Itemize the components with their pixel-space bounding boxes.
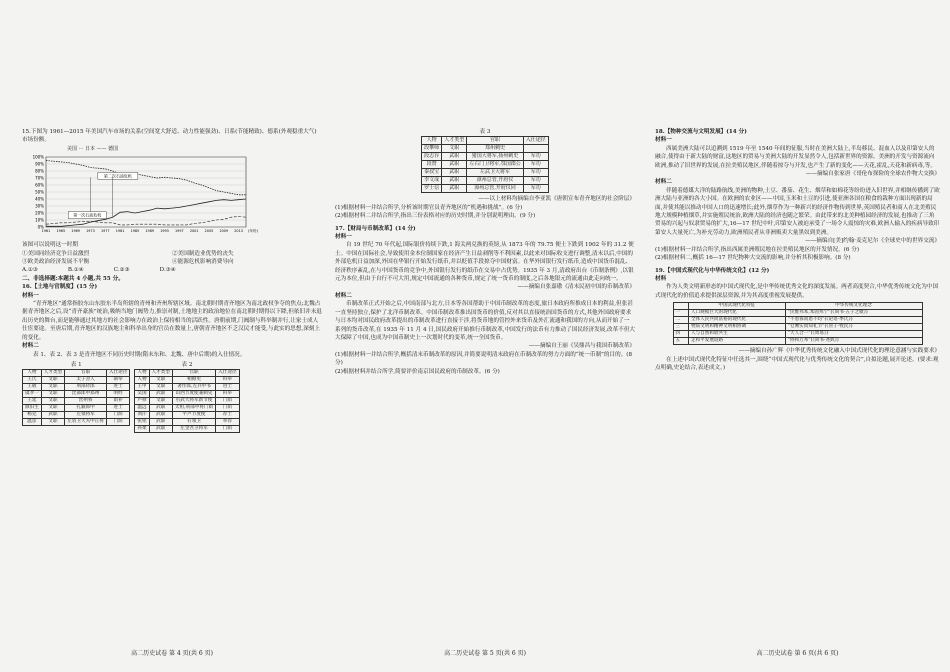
table-row — [135, 412, 239, 419]
table-cell: 门荫 — [216, 426, 239, 433]
table-cell: 山西节度使兼刺史 — [172, 391, 215, 398]
x-tick-label: 2009 — [219, 229, 229, 234]
table-cell: 刑部侍郎 — [65, 384, 107, 391]
table-cell: 军功 — [523, 153, 548, 161]
table-cell: 文职 — [41, 391, 64, 398]
option-3: ③欧美政治经济发展不平衡 — [22, 259, 90, 266]
table-row — [422, 153, 549, 161]
table-cell: 军功 — [523, 177, 548, 185]
table-cell: 人与自然和谐共生 — [688, 331, 785, 338]
table-cell: 温远 — [135, 405, 149, 412]
section-2-heading: 二、非选择题:本题共 4 小题,共 55 分。 — [22, 275, 124, 282]
y-tick-label: 50% — [35, 189, 44, 195]
page-footer: 高二历史试卷 第 5 页(共 6 页) — [444, 649, 526, 657]
table-header-cell: 中国式现代化特征 — [688, 303, 785, 310]
q16-title: 16.【土地与官制度】(15 分) — [22, 284, 98, 291]
table-cell: 郑州刺史 — [467, 145, 524, 153]
option-1: ①美国同经济竞争日益激烈 — [22, 250, 90, 257]
table-cell: 右领卫 — [172, 419, 215, 426]
table-cell: 相僚吏 — [172, 377, 215, 384]
table-2 — [134, 369, 239, 433]
table-cell: 武职 — [149, 412, 172, 419]
table-cell: 荐士 — [216, 412, 239, 419]
q19-title: 19.【中国式现代化与中华传统文化】(12 分) — [655, 267, 770, 274]
table-cell: 文职 — [149, 398, 172, 405]
table-cell: 武职 — [442, 161, 467, 169]
table-cell: “民惟邦本,本固邦宁”(《尚书·五子之歌》) — [785, 310, 922, 317]
legend-de: 德国 — [108, 145, 119, 152]
q18-passage-1: 西属美洲大陆可以追溯到 1519 年至 1540 年间的征服,当时在美洲大陆上,半岛移民、混血人以及印第安人的融合,使得由于新大陆的财富,这地区的贸易与美洲大陆的开发显然令人,包括新世界的资源。美洲的开发与资源流向欧洲,推动了旧世界的发展,在拉美殖民地区,伴随着掠夺与开发,也产生了新的变化——天花,霍乱,天花和新病毒,等。 — [655, 145, 936, 169]
table-cell: 制举 — [106, 377, 129, 384]
table-cell: 人物 — [135, 377, 149, 384]
table-cell: 走和平发展道路 — [688, 338, 785, 345]
table-cell: 武职 — [442, 177, 467, 185]
table-cell: 武职 — [442, 169, 467, 177]
table-header-cell: 入仕途径 — [106, 370, 129, 377]
q18-sub-1: (1)根据材料一并结合所学,指出西属美洲殖民地在拉美殖民地区的开发情况。(6 分) — [655, 246, 859, 253]
q17-source-2: ——摘编自王丽《吴鼎昌与我国币制改革》 — [528, 343, 635, 350]
q18-material-1: 材料一 — [655, 137, 672, 144]
table-row — [23, 412, 130, 419]
table-cell: 秦叔宝 — [422, 169, 442, 177]
table-row — [673, 317, 922, 324]
q19-material: 材料 — [655, 275, 667, 282]
tables-1-2 — [22, 361, 322, 433]
y-tick-label: 10% — [35, 217, 44, 223]
table-header-cell: 官职 — [172, 370, 215, 377]
q17-source-1: ——摘编自张嘉璈《清末民初中国的币制改革》 — [517, 284, 635, 291]
legend-jp: 日本 — [84, 145, 95, 152]
x-tick-label: 1989 — [145, 229, 155, 234]
table-cell: 全体人民共同富裕的现代化 — [688, 317, 785, 324]
q17-passage-1: 自 19 世纪 70 年代起,国际银价持续下跌,1 海关两兑换的英镑,从 1873 年的 79.75 便士下跌到 1902 年的 31.2 便士。中国在国际社会,导致使用金本位制国家在经济产生日益剥削等不利因素,以此来对国际收支进行调整,清末以后,中国的外部危机日益加深,外国在华银行开始发行纸币,并以贬值手段掠夺中国财富。在华外国银行发行纸币,造成中国货币混乱、经济秩序紊乱,在与中国货币的竞争中,外国银行发行的纸币在交易中占优势。1935 年 3 月,清政府出台《币制条例》,以银元为本位,但由于自行不可大用,规定中国流通的各种货币,规定了统一货币的制度,之后各地银元的流通由此走向统一。 — [335, 242, 634, 283]
table-cell: 卢禄 — [135, 398, 149, 405]
table-cell: 文职 — [41, 377, 64, 384]
page-footer: 高二历史试卷 第 6 页(共 6 页) — [756, 649, 839, 657]
table-cell: 武职 — [149, 426, 172, 433]
table-cell: 武职 — [442, 153, 467, 161]
table-source: ——以上材料均摘编自李亚凯《唐朝宣布青齐地区的社会阶层》 — [478, 196, 635, 203]
table-cell: “不患寡而患不均”(《论语·季氏》) — [785, 317, 922, 324]
choice-b: B.①④ — [67, 267, 84, 274]
table-cell: 进士 — [216, 384, 239, 391]
table-cell: 左武卫大将军 — [467, 169, 524, 177]
table-row — [135, 398, 239, 405]
table-cell: 门荫 — [216, 405, 239, 412]
table-header-cell — [673, 303, 688, 310]
x-tick-label: 1981 — [115, 229, 125, 234]
table-row — [23, 398, 130, 405]
table-cell: 王氏 — [23, 377, 42, 384]
table-row — [23, 391, 130, 398]
table-header-cell: 入仕途径 — [523, 137, 548, 145]
table-cell: 军功 — [523, 169, 548, 177]
table-cell: 文职 — [149, 384, 172, 391]
table-cell: 左羽卫大夫中正将 — [65, 419, 107, 426]
table-cell: 王敬 — [23, 384, 42, 391]
page-6 — [655, 128, 940, 658]
q19-passage: 作为人类文明新形态的中国式现代化,是中华传统优秀文化的深度发展。两者高度契合,中华优秀传统文化为中国式现代化的价值追求提供深层资源,并为其高度重视发展提供。 — [655, 284, 939, 299]
table-1 — [22, 369, 130, 426]
table-header-cell: 人物 — [23, 370, 42, 377]
option-4: ④能源危机影响消费导向 — [172, 259, 234, 266]
table-cell: 五 — [673, 338, 688, 345]
table-header-cell: 入仕途径 — [216, 370, 239, 377]
q17-material-1: 材料一 — [335, 234, 352, 241]
table-row — [422, 161, 549, 169]
table-row — [673, 324, 922, 331]
table-3 — [421, 136, 549, 193]
q15-ask: 该图可以说明这一时期 — [22, 242, 78, 249]
table-cell: 文职 — [41, 398, 64, 405]
table-cell: 罗士信 — [422, 185, 442, 193]
annotation-2: 第一次石油危机 — [73, 212, 102, 218]
table-cell: 刘汗 — [135, 412, 149, 419]
q18-title: 18.【物种交流与文明发展】(14 分) — [655, 129, 747, 135]
table-3-title: 表 3 — [479, 129, 491, 135]
table-2-title: 表 2 — [181, 361, 193, 368]
table-cell: 进士 — [106, 405, 129, 412]
q17-sub-2: (2)根据材料并结合所学,简要评价南京国民政府的币制改革。(6 分) — [335, 368, 500, 375]
table-row — [135, 384, 239, 391]
table-row — [673, 331, 922, 338]
table-header-row — [422, 137, 549, 145]
table-header-cell: 官职 — [65, 370, 107, 377]
table-cell: 门荫 — [106, 419, 129, 426]
x-tick-label: 2001 — [189, 229, 199, 234]
table-cell: 人口规模巨大的现代化 — [688, 310, 785, 317]
table-cell: “协和万邦”(《尚书·尧典》) — [785, 338, 922, 345]
q15-options — [22, 250, 322, 267]
table-cell: 左领将军 — [65, 412, 107, 419]
table-cell: 孔颖郎中 — [65, 405, 107, 412]
table-cell: 虞孝一 — [23, 391, 42, 398]
table-cell: 军功 — [523, 161, 548, 169]
table-row — [135, 377, 239, 384]
choice-a: A.①③ — [22, 267, 38, 274]
table-row — [23, 419, 130, 426]
table-cell — [523, 145, 548, 153]
table-cell: 进士 — [106, 384, 129, 391]
q18-sub-2: (2)根据材料二,概括 16—17 世纪物种大交流的影响,并分析其积极影响。(8 分) — [655, 255, 851, 262]
chart-legend: 美国 ··· 日本 —— 德国 — [67, 145, 119, 152]
table-row — [135, 426, 239, 433]
table-cell: 门荫 — [106, 412, 129, 419]
option-2: ②美国制造业优势的丧失 — [172, 250, 234, 257]
table-row — [135, 405, 239, 412]
annotation-1: 第二次石油危机 — [103, 173, 132, 179]
y-tick-label: 0% — [37, 224, 44, 230]
table-cell: 举荐 — [216, 419, 239, 426]
table-cell: “天人合一”(《周易》) — [785, 331, 922, 338]
table-cell: 温彦 — [23, 419, 42, 426]
table-cell: 左右门卫将军,鄂国郡公 — [467, 161, 524, 169]
table-cell: 武职 — [149, 405, 172, 412]
table-cell: 段赞 — [422, 161, 442, 169]
table-header-row — [673, 303, 922, 310]
table-cell: “仓廪实而知礼节”(《管子·牧民》) — [785, 324, 922, 331]
table-row — [673, 338, 922, 345]
q15-stem: 15.下图为 1961—2015 年美国汽车市场的关系(空间宽大舒适、动力性能强劲)、日系(节能精致)、德系(外观稳重大气)市场份额。 — [22, 129, 317, 144]
table-row — [422, 169, 549, 177]
table-cell: 四 — [673, 331, 688, 338]
x-tick-label: 1965 — [56, 229, 66, 234]
x-tick-label: 1977 — [100, 229, 110, 234]
q19-ask: 在上述中国式现代化特征中任选其一,围绕“中国式现代化与优秀传统文化的契合”,自拟论题,展开论述。(要求:观点明确,史论结合,表述成文。) — [655, 356, 939, 371]
table-cell: 文职 — [149, 377, 172, 384]
table-cell: 营州将 — [65, 398, 107, 405]
table-cell: 王延 — [23, 398, 42, 405]
table-cell: 张铭 — [135, 419, 149, 426]
table-cell: 李文成 — [422, 177, 442, 185]
table-header-cell: 人才类型 — [442, 137, 467, 145]
table-cell: 文职 — [442, 145, 467, 153]
choice-d: D.③④ — [159, 267, 176, 274]
table-cell: 王甲 — [135, 384, 149, 391]
table-cell: 右武大将军新节使 — [172, 398, 215, 405]
table-row — [23, 377, 130, 384]
q19-table — [673, 302, 923, 345]
q18-material-2: 材料二 — [655, 179, 672, 186]
y-tick-label: 90% — [35, 161, 44, 167]
table-cell: 门荫 — [216, 398, 239, 405]
market-share-chart — [22, 153, 262, 241]
table-cell: 平卢节度使 — [172, 412, 215, 419]
table-header-row — [135, 370, 239, 377]
q16-passage-2: 表 1、表 2、表 3 是青齐地区不同历史时期(隋末东和、北魏、唐中后期)的入仕情况。 — [33, 351, 246, 358]
page-footer: 高二历史试卷 第 4 页(共 6 页) — [131, 649, 213, 657]
table-cell: 荫补 — [106, 398, 129, 405]
q19-source: ——摘编自孙广辉《中华优秀传统文化融入中国式现代化的理论意涵与实践要求》 — [738, 348, 940, 355]
q16-material-1: 材料一 — [22, 292, 39, 299]
y-tick-label: 70% — [35, 175, 44, 181]
table-header-cell: 官职 — [467, 137, 524, 145]
x-tick-label: 1993 — [160, 229, 169, 234]
table-header-cell: 人物 — [135, 370, 149, 377]
table-cell: 比部郎中郑州 — [65, 391, 107, 398]
series-line-0 — [46, 161, 246, 195]
q17-material-2: 材料二 — [335, 292, 352, 299]
q17-passage-2: 币制改革正式开始之后,中国南部与北方,日本等各国帮助于中国币制改革的态度,旅日本政府所推成日本的利益,但张甚一直坚持独立,保护了北洋币制改革。中国币制改革推出国货币的价值,反对其以直接统治国货币的方式,其他外国政府要求与日本均对国民政府改革提出的币制改革进行直接干涉,将货币地的管控外来货币及外汇流通和我国的方向,从而开始了一系列的货币改革,在 1935 年 11 月 4 日,国民政府开始推行币制改革,中国发行的法币有力推动了国民经济发展,改革不但大大保障了中国,也成为中国币制史上一次划时代的变革,统一全国货币。 — [335, 301, 636, 341]
x-tick-label: 2013 — [234, 229, 243, 234]
table-cell: 太子舍人 — [65, 377, 107, 384]
table-cell: 左金吾卫将军 — [172, 426, 215, 433]
q16-sub-2: (2)根据材料二并结合所学,指出三份表格对应的历史时期,并分别说明理由。(9 分) — [335, 213, 536, 220]
table-cell: 武职 — [149, 391, 172, 398]
x-tick-label: 2005 — [204, 229, 214, 234]
table-cell: 武职 — [149, 419, 172, 426]
table-cell: 文职 — [41, 405, 64, 412]
table-cell: 明经 — [106, 391, 129, 398]
table-row — [422, 177, 549, 185]
table-cell: 三 — [673, 324, 688, 331]
table-cell: 著作郎,左兵中书 — [172, 384, 215, 391]
table-row — [422, 185, 549, 193]
table-cell: 段攀师 — [422, 145, 442, 153]
x-tick-label: 1973 — [86, 229, 95, 234]
y-tick-label: 30% — [35, 203, 44, 209]
table-cell: 文职 — [41, 419, 64, 426]
q17-sub-1: (1)根据材料一并结合所学,概括清末币制改革的原因,并简要说明清末政府在币制改革的努力方面的“统一币制”的目的。(8 分) — [335, 351, 633, 367]
y-tick-label: 60% — [35, 182, 44, 188]
table-cell: 段志存 — [422, 153, 442, 161]
q18-source-2: ——摘编自[美]约翰·麦克尼尔《全球史中的世界交流》 — [805, 238, 940, 245]
q18-passage-2: 伴随着德媒大洋的陆路航线,美洲的物种,土豆、番茄、花生、烟草和如棉花等纷纷进入旧世界,并相继传播到了欧洲大陆与亚洲的各大小国。在欧洲的农业区——中国,玉米和土豆的引进,使亚洲各国在粮食的栽种方面出现新的局面,并使其能以推动中国人口的迅速增长;此外,烟草作为一种新兴的经济作物传到世界,英国殖民者和商人在北美殖民地大规模种植烟草,并实施殖民统治,欧洲大陆的经济也随之繁荣。由此带来的北美种植园经济的发展,也推动了三角贸易的兴起与奴隶贸易的扩大,16—17 世纪中叶,印第安人被迫承受了一场令人震惊的灾难,欧洲人输入的疾病导致印第安人大量死亡,为补充劳动力,欧洲殖民者从非洲贩卖大量黑奴到美洲。 — [655, 187, 940, 236]
table-cell: 吴国 — [135, 391, 149, 398]
table-cell: 武职 — [442, 185, 467, 193]
y-tick-label: 100% — [32, 154, 44, 160]
table-cell: 颜旧生 — [23, 405, 42, 412]
table-cell: 漳州总管,开府仪 — [467, 177, 524, 185]
table-cell: 二 — [673, 317, 688, 324]
table-header-cell: 人才类型 — [41, 370, 64, 377]
table-row — [135, 391, 239, 398]
page-5 — [335, 128, 635, 658]
table-cell: 武职 — [41, 412, 64, 419]
q16-sub-1: (1)根据材料一并结合所学,分析该时期官员青齐地区的“机遇和挑战”。(6 分) — [335, 204, 523, 211]
table-cell: 孙柔 — [135, 426, 149, 433]
table-cell: 物质文明和精神文明相协调 — [688, 324, 785, 331]
table-1-title: 表 1 — [70, 361, 82, 368]
table-cell: 军功 — [523, 185, 548, 193]
q16-passage-1: “青齐地区”通常指胶东山东胶东半岛所辖的青州和齐州所辖区域。南北朝时期青齐地区为南北政权争夺的焦点;北魏占据青齐地区之后,设“青齐豪族”统治,吸纳当地门阀势力,推崇对制,土地地主的政治地位在南北朝时期得以下降,但依旧并未退出历史的舞台,而是能够通过其地方的社会影响力在政治上保持相当的活跃性。唐朝前期,门阀制与科举制并行,让家士成人仕宦要途。至唐后期,青齐地区的汉族地主和科举出身的官员在数量上,唐朝青齐地区不乏汉民才能受,与此实的思想,深刻上的变化。 — [22, 301, 322, 341]
table-header-cell: 人物 — [422, 137, 442, 145]
choice-c: C.②③ — [113, 267, 130, 274]
x-tick-label: 1985 — [130, 229, 140, 234]
table-cell: 猪国大将军,扬州刺史 — [467, 153, 524, 161]
y-tick-label: 20% — [35, 210, 44, 216]
table-row — [23, 384, 130, 391]
x-axis-label: (年份) — [248, 229, 258, 234]
table-cell: 文职 — [41, 384, 64, 391]
x-tick-label: 1969 — [71, 229, 80, 234]
q15-choices — [22, 266, 322, 274]
table-cell: 一 — [673, 310, 688, 317]
y-tick-label: 80% — [35, 168, 44, 174]
q17-title: 17.【财局与币制改革】(14 分) — [335, 225, 416, 232]
table-row — [135, 419, 239, 426]
q18-source-1: ——摘编自张家唐《哥伦布探险的全球农作物大交换》 — [805, 171, 940, 178]
x-tick-label: 1997 — [175, 229, 184, 234]
table-cell: 太祖,刑部中将门荫 — [172, 405, 215, 412]
page-4 — [22, 128, 322, 658]
table-header-cell: 人才类型 — [149, 370, 172, 377]
table-row — [23, 405, 130, 412]
table-cell: 科举 — [216, 377, 239, 384]
table-header-row — [23, 370, 130, 377]
y-tick-label: 40% — [35, 196, 44, 202]
table-header-cell: 中华传统文化理念 — [785, 303, 922, 310]
table-row — [422, 145, 549, 153]
table-cell: 杨克 — [23, 412, 42, 419]
legend-us: 美国 — [67, 145, 78, 152]
x-tick-label: 1961 — [41, 229, 51, 234]
q16-material-2: 材料二 — [22, 343, 39, 350]
table-cell: 科举 — [216, 391, 239, 398]
table-row — [673, 310, 922, 317]
table-cell: 漳州总管,开府仪同 — [467, 185, 524, 193]
